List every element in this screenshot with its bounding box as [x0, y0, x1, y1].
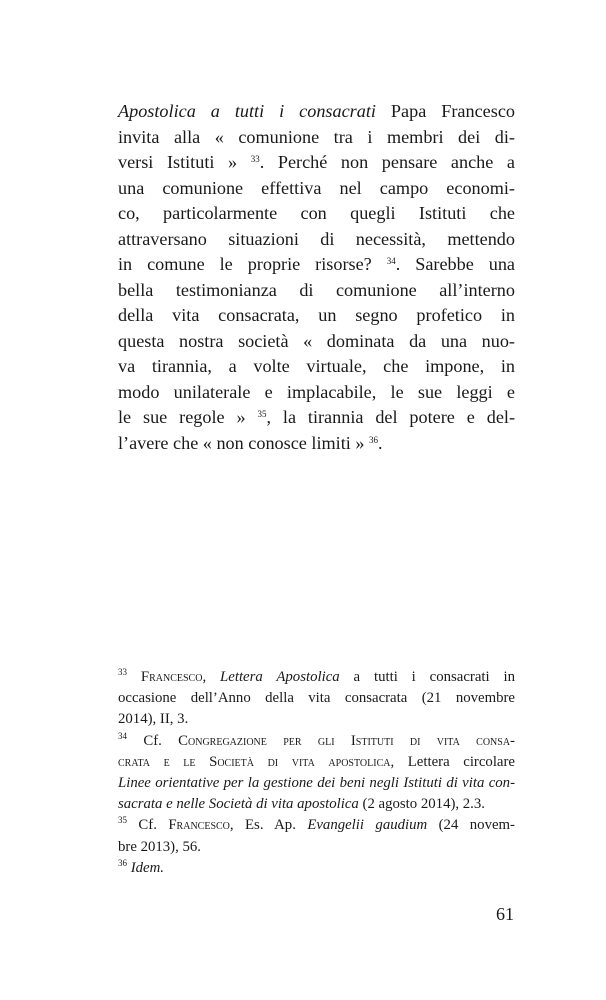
text-line [118, 227, 515, 253]
text-segment: , la tirannia del potere e del- [266, 407, 515, 427]
text-segment: Cf. [127, 732, 179, 749]
footnote-ref: 36 [118, 857, 127, 868]
text-segment: una comunione effettiva nel campo economi- [118, 177, 515, 198]
text-segment: . Perché non pensare anche a [259, 152, 515, 172]
italic-text: Evangelii gaudium [307, 817, 428, 834]
text-line [118, 858, 515, 879]
footnotes [118, 667, 515, 879]
text-line [118, 303, 515, 329]
text-segment: a tutti i consacrati in [339, 669, 516, 685]
text-segment: va tirannia, a volte virtuale, che impone, in [118, 356, 515, 376]
text-segment: . Sarebbe una [395, 254, 515, 274]
footnote [118, 731, 515, 816]
text-segment [127, 669, 141, 685]
text-segment: Papa Francesco [375, 101, 515, 121]
text-line [118, 837, 515, 858]
footnote [118, 858, 515, 879]
italic-text: Linee orientative per la gestione dei beni negli Istituti di vita con- [118, 775, 515, 792]
text-line [118, 794, 515, 815]
text-segment: , [202, 669, 221, 685]
body-paragraph [118, 99, 515, 456]
text-line [118, 150, 515, 176]
text-line [118, 688, 515, 709]
text-line [118, 752, 515, 773]
text-line [118, 431, 515, 457]
small-caps-text: Francesco [140, 669, 203, 685]
text-segment: in comune le proprie risorse? [118, 254, 387, 274]
text-line [118, 380, 515, 406]
footnote-ref: 35 [118, 815, 127, 826]
text-line [118, 815, 515, 836]
text-segment: della vita consacrata, un segno profetico in [118, 305, 515, 325]
text-segment: co, particolarmente con quegli Istituti che [118, 203, 515, 223]
small-caps-text: crata e le Società di vita apostolica [118, 753, 391, 770]
footnote-ref: 35 [257, 409, 267, 419]
text-segment: versi Istituti » [118, 152, 251, 172]
text-line [118, 201, 515, 227]
text-segment: . [378, 432, 383, 453]
text-segment: Cf. [127, 817, 169, 834]
text-segment: (2 agosto 2014), 2.3. [358, 796, 485, 813]
italic-text: sacrata e nelle Società di vita apostolica [118, 796, 359, 813]
italic-text: Idem. [130, 859, 164, 876]
footnote-ref: 34 [118, 730, 127, 741]
text-segment: bre 2013), 56. [118, 838, 202, 855]
text-segment: , Es. Ap. [229, 817, 308, 834]
text-segment: occasione dell’Anno della vita consacrata (21 novembre [118, 690, 515, 707]
footnote-ref: 33 [118, 667, 127, 677]
small-caps-text: Francesco [168, 817, 230, 834]
text-segment: bella testimonianza di comunione all’interno [118, 279, 515, 300]
text-segment: invita alla « comunione tra i membri dei di- [118, 126, 515, 147]
footnote-ref: 34 [386, 256, 396, 266]
text-line [118, 278, 515, 304]
footnote [118, 815, 515, 857]
text-segment: modo unilaterale e implacabile, le sue leggi e [118, 381, 515, 402]
text-line [118, 354, 515, 380]
text-line [118, 252, 515, 278]
text-segment: questa nostra società « dominata da una nuo- [118, 330, 515, 351]
footnote-ref: 36 [369, 434, 379, 445]
text-line [118, 667, 515, 688]
text-line [118, 329, 515, 355]
text-line [118, 709, 515, 730]
text-segment: le sue regole » [118, 407, 258, 427]
text-line [118, 773, 515, 794]
text-segment: attraversano situazioni di necessità, mettendo [118, 228, 515, 249]
text-line [118, 731, 515, 752]
italic-text: Apostolica a tutti i consacrati [118, 101, 376, 121]
text-segment: , Lettera circolare [390, 753, 515, 770]
text-line [118, 99, 515, 125]
footnote-ref: 33 [250, 154, 260, 164]
small-caps-text: Congregazione per gli Istituti di vita consa- [178, 732, 515, 749]
italic-text: Lettera Apostolica [220, 669, 340, 685]
text-line [118, 405, 515, 431]
text-line [118, 125, 515, 151]
text-line [118, 176, 515, 202]
text-segment: 2014), II, 3. [118, 711, 189, 728]
page-number: 61 [496, 904, 514, 924]
text-segment: l’avere che « non conosce limiti » [118, 432, 370, 453]
footnote [118, 667, 515, 731]
text-segment: (24 novem- [427, 817, 515, 834]
